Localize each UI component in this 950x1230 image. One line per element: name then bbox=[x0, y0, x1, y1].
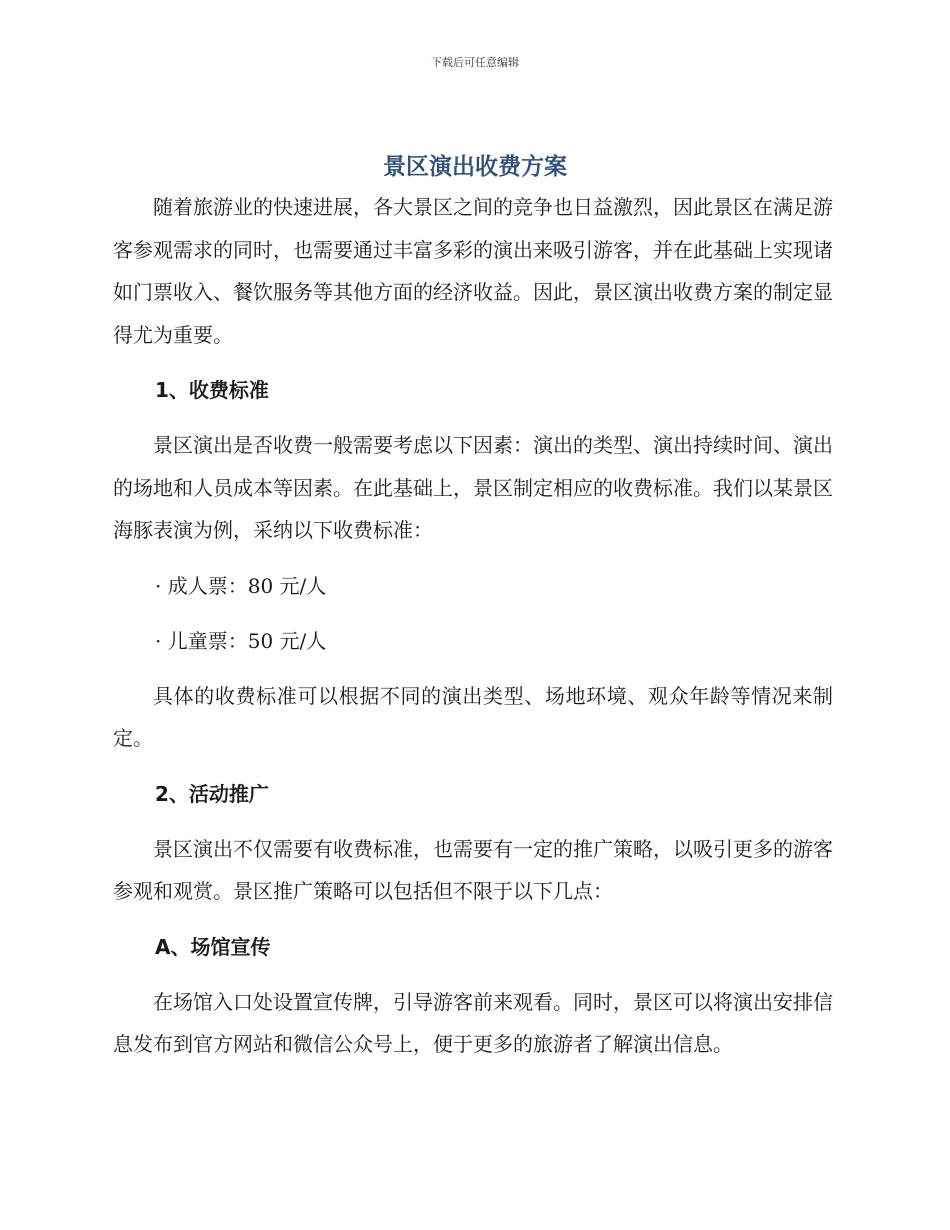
section-heading-pricing: 1、收费标准 bbox=[155, 378, 269, 402]
intro-paragraph: 随着旅游业的快速进展，各大景区之间的竞争也日益激烈，因此景区在满足游客参观需求的同时，也需要通过丰富多彩的演出来吸引游客，并在此基础上实现诸如门票收入、餐饮服务等其他方面的经济收益。因此，景区演出收费方案的制定显得尤为重要。 bbox=[113, 195, 833, 347]
bullet-child-ticket: · 儿童票：50 元/人 bbox=[155, 628, 327, 653]
subsection-heading-venue: A、场馆宣传 bbox=[155, 934, 271, 959]
pricing-note-paragraph: 具体的收费标准可以根据不同的演出类型、场地环境、观众年龄等情况来制定。 bbox=[113, 683, 833, 750]
promotion-paragraph: 景区演出不仅需要有收费标准，也需要有一定的推广策略，以吸引更多的游客参观和观赏。景区推广策略可以包括但不限于以下几点： bbox=[113, 836, 833, 903]
pricing-paragraph: 景区演出是否收费一般需要考虑以下因素：演出的类型、演出持续时间、演出的场地和人员成本等因素。在此基础上，景区制定相应的收费标准。我们以某景区海豚表演为例，采纳以下收费标准： bbox=[113, 433, 833, 542]
section-heading-promotion: 2、活动推广 bbox=[155, 781, 269, 806]
bullet-adult-ticket: · 成人票：80 元/人 bbox=[155, 573, 327, 598]
venue-paragraph: 在场馆入口处设置宣传牌，引导游客前来观看。同时，景区可以将演出安排信息发布到官方网站和微信公众号上，便于更多的旅游者了解演出信息。 bbox=[113, 989, 833, 1056]
document-body bbox=[113, 186, 833, 1079]
header-note: 下载后可任意编辑 bbox=[431, 56, 519, 69]
document-title: 景区演出收费方案 bbox=[383, 154, 567, 180]
